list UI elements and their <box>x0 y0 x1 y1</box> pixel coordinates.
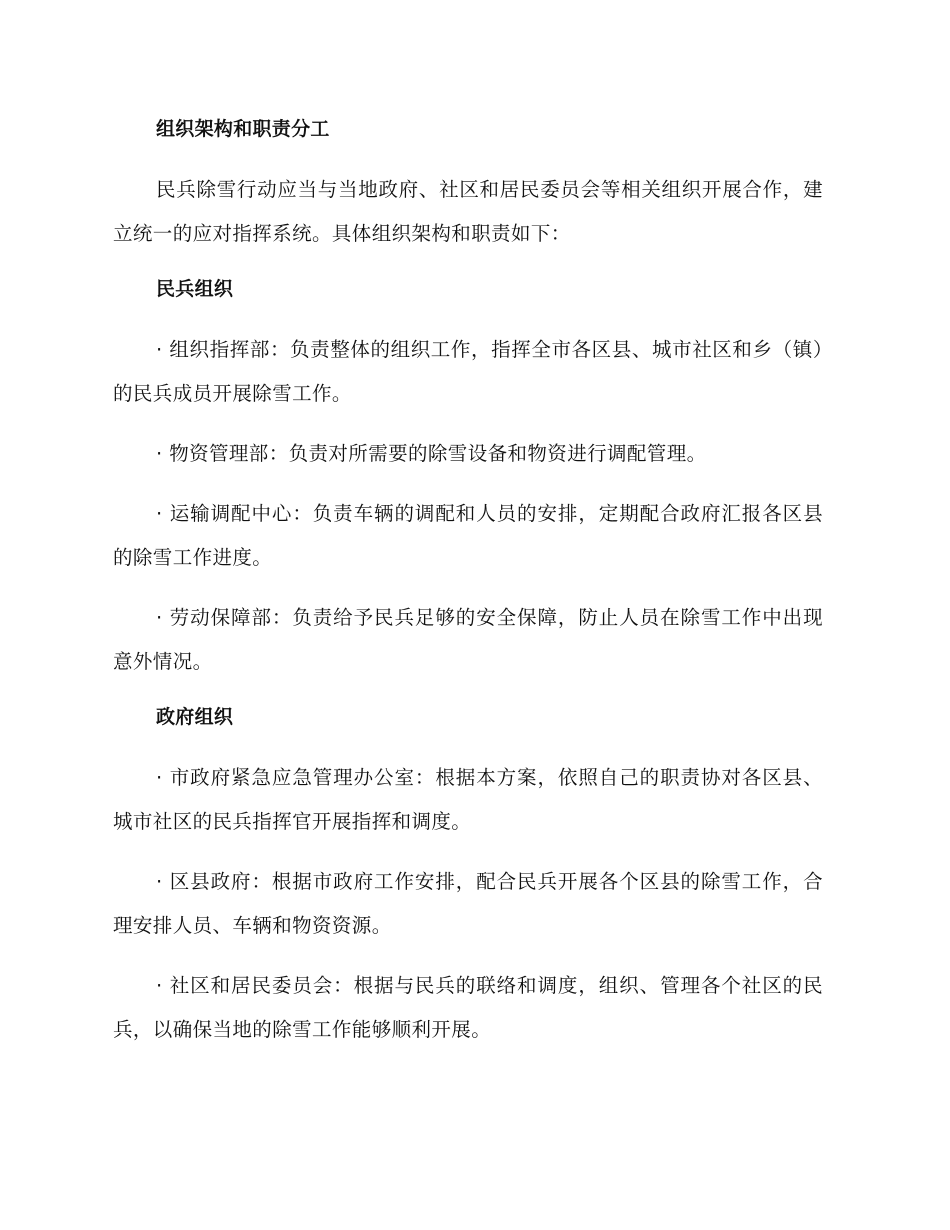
government-item-district: · 区县政府：根据市政府工作安排，配合民兵开展各个区县的除雪工作，合理安排人员、车辆和物资资源。 <box>113 870 823 937</box>
militia-heading: 民兵组织 <box>156 278 234 300</box>
document-body <box>113 112 823 1052</box>
militia-item-supplies: · 物资管理部：负责对所需要的除雪设备和物资进行调配管理。 <box>156 442 707 465</box>
section-title: 组织架构和职责分工 <box>156 118 330 140</box>
militia-item-transport: · 运输调配中心：负责车辆的调配和人员的安排，定期配合政府汇报各区县的除雪工作进度。 <box>113 502 823 569</box>
government-item-emergency-office: · 市政府紧急应急管理办公室：根据本方案，依照自己的职责协对各区县、城市社区的民兵指挥官开展指挥和调度。 <box>113 766 823 833</box>
government-item-community: · 社区和居民委员会：根据与民兵的联络和调度，组织、管理各个社区的民兵，以确保当地的除雪工作能够顺利开展。 <box>113 974 823 1041</box>
government-heading: 政府组织 <box>156 706 234 728</box>
militia-item-command: · 组织指挥部：负责整体的组织工作，指挥全市各区县、城市社区和乡（镇）的民兵成员开展除雪工作。 <box>113 338 823 405</box>
intro-paragraph: 民兵除雪行动应当与当地政府、社区和居民委员会等相关组织开展合作，建立统一的应对指挥系统。具体组织架构和职责如下： <box>113 178 823 245</box>
militia-item-labor: · 劳动保障部：负责给予民兵足够的安全保障，防止人员在除雪工作中出现意外情况。 <box>113 606 823 673</box>
